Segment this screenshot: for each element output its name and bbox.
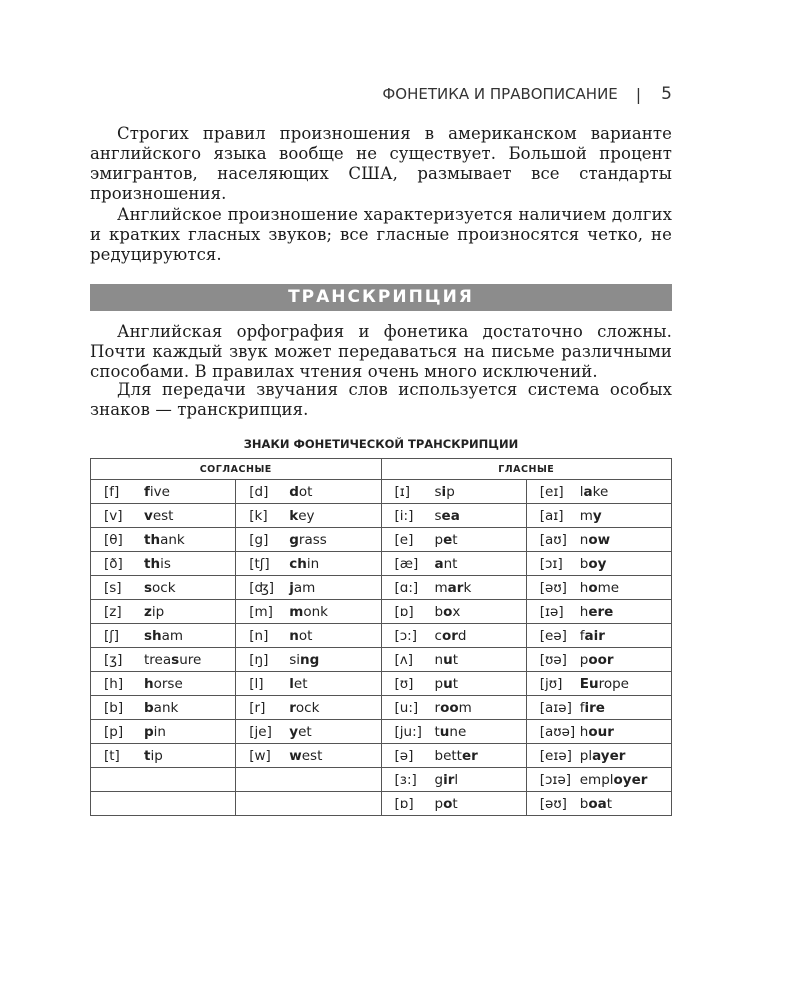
example-word: nut — [434, 651, 458, 668]
transcription-cell — [236, 648, 381, 672]
transcription-cell — [526, 552, 671, 576]
phonetic-symbol: [l] — [249, 675, 264, 692]
transcription-cell — [526, 480, 671, 504]
transcription-cell — [381, 600, 526, 624]
transcription-cell — [381, 720, 526, 744]
phonetic-symbol: [w] — [249, 747, 271, 764]
phonetic-symbol: [jʊ] — [539, 675, 563, 692]
phonetic-symbol: [ʊə] — [539, 651, 567, 668]
transcription-cell — [91, 504, 236, 528]
example-word: sip — [434, 483, 455, 500]
example-word: grass — [289, 531, 327, 548]
example-word: ant — [434, 555, 458, 572]
example-word: Europe — [579, 675, 629, 692]
table-row — [91, 576, 672, 600]
phonetic-symbol: [ɒ] — [394, 795, 414, 812]
phonetic-symbol: [ʃ] — [104, 627, 120, 644]
transcription-cell — [236, 696, 381, 720]
phonetic-symbol: [əʊ] — [539, 579, 567, 596]
example-word: not — [289, 627, 313, 644]
phonetic-symbol: [i:] — [394, 507, 414, 524]
transcription-cell — [381, 744, 526, 768]
transcription-cell — [236, 528, 381, 552]
phonetic-symbol: [s] — [104, 579, 122, 596]
transcription-cell — [526, 528, 671, 552]
phonetic-symbol: [z] — [104, 603, 122, 620]
example-word: lake — [579, 483, 609, 500]
phonetic-symbol: [u:] — [394, 699, 419, 716]
transcription-cell — [526, 792, 671, 816]
table-row — [91, 552, 672, 576]
example-word: better — [434, 747, 478, 764]
transcription-cell — [526, 768, 671, 792]
example-word: home — [579, 579, 620, 596]
example-word: this — [144, 555, 171, 572]
transcription-cell — [526, 600, 671, 624]
example-word: fair — [579, 627, 605, 644]
transcription-cell — [236, 504, 381, 528]
running-header — [90, 84, 672, 104]
table-row — [91, 600, 672, 624]
consonants-header: СОГЛАСНЫЕ — [91, 459, 382, 480]
example-word: thank — [144, 531, 185, 548]
example-word: let — [289, 675, 308, 692]
phonetic-symbol: [ɜ:] — [394, 771, 417, 788]
example-word: horse — [144, 675, 183, 692]
transcription-cell — [236, 792, 381, 816]
transcription-cell — [91, 624, 236, 648]
phonetic-symbol: [d] — [249, 483, 269, 500]
transcription-cell — [381, 528, 526, 552]
phonetic-symbol: [aʊ] — [539, 531, 567, 548]
phonetic-symbol: [ɒ] — [394, 603, 414, 620]
example-word: jam — [289, 579, 316, 596]
example-word: sham — [144, 627, 184, 644]
transcription-cell — [381, 480, 526, 504]
example-word: chin — [289, 555, 320, 572]
example-word: five — [144, 483, 170, 500]
phonetic-symbol: [eɪ] — [539, 483, 564, 500]
phonetic-symbol: [g] — [249, 531, 269, 548]
phonetic-symbol: [ɔɪ] — [539, 555, 563, 572]
example-word: pet — [434, 531, 458, 548]
phonetic-symbol: [v] — [104, 507, 123, 524]
phonetic-symbol: [eə] — [539, 627, 567, 644]
vowels-header: ГЛАСНЫЕ — [381, 459, 672, 480]
example-word: monk — [289, 603, 328, 620]
example-word: girl — [434, 771, 459, 788]
table-row — [91, 480, 672, 504]
phonetic-symbol: [aɪə] — [539, 699, 572, 716]
example-word: dot — [289, 483, 313, 500]
phonetic-symbol: [ə] — [394, 747, 414, 764]
phonetic-symbol: [ju:] — [394, 723, 422, 740]
transcription-cell — [381, 552, 526, 576]
transcription-cell — [381, 648, 526, 672]
example-word: employer — [579, 771, 648, 788]
phonetic-symbol: [f] — [104, 483, 120, 500]
table-row — [91, 528, 672, 552]
table-row — [91, 504, 672, 528]
table-row — [91, 672, 672, 696]
transcription-cell — [381, 672, 526, 696]
transcription-cell — [526, 648, 671, 672]
phonetic-symbol: [ɔɪə] — [539, 771, 572, 788]
transcription-cell — [91, 648, 236, 672]
transcription-cell — [236, 624, 381, 648]
example-word: tune — [434, 723, 467, 740]
section-title: ТРАНСКРИПЦИЯ — [90, 284, 672, 311]
example-word: fire — [579, 699, 605, 716]
phonetic-symbol: [t] — [104, 747, 120, 764]
example-word: boat — [579, 795, 613, 812]
example-word: mark — [434, 579, 472, 596]
phonetic-symbol: [əʊ] — [539, 795, 567, 812]
header-separator: | — [635, 84, 642, 104]
transcription-cell — [91, 720, 236, 744]
phonetic-symbol: [ɔ:] — [394, 627, 417, 644]
example-word: sing — [289, 651, 320, 668]
transcription-cell — [236, 480, 381, 504]
transcription-cell — [236, 768, 381, 792]
transcription-cell — [91, 576, 236, 600]
table-title: ЗНАКИ ФОНЕТИЧЕСКОЙ ТРАНСКРИПЦИИ — [243, 437, 519, 451]
phonetic-symbol: [θ] — [104, 531, 123, 548]
phonetic-symbol: [ŋ] — [249, 651, 269, 668]
phonetic-symbol: [je] — [249, 723, 272, 740]
phonetic-symbol: [ɪ] — [394, 483, 411, 500]
example-word: sea — [434, 507, 460, 524]
section-name: ФОНЕТИКА И ПРАВОПИСАНИЕ — [382, 85, 618, 103]
paragraph-3: Английская орфография и фонетика достаточно сложны. Почти каждый звук может передаваться на письме различными способами. В правилах чтения очень много исключений. — [90, 322, 672, 381]
phonetic-symbol: [m] — [249, 603, 273, 620]
transcription-cell — [91, 768, 236, 792]
table-row — [91, 744, 672, 768]
paragraph-4: Для передачи звучания слов используется система особых знаков — транскрипция. — [90, 380, 672, 419]
example-word: bank — [144, 699, 179, 716]
transcription-cell — [91, 600, 236, 624]
phonetic-symbol: [h] — [104, 675, 124, 692]
example-word: zip — [144, 603, 165, 620]
phonetic-symbol: [ʤ] — [249, 579, 275, 596]
phonetic-symbol: [tʃ] — [249, 555, 270, 572]
phonetic-symbol: [æ] — [394, 555, 419, 572]
transcription-cell — [381, 696, 526, 720]
table-row — [91, 624, 672, 648]
example-word: rock — [289, 699, 320, 716]
example-word: now — [579, 531, 611, 548]
phonetic-symbol: [ʊ] — [394, 675, 414, 692]
example-word: sock — [144, 579, 176, 596]
example-word: put — [434, 675, 458, 692]
phonetic-symbol: [aʊə] — [539, 723, 576, 740]
transcription-cell — [381, 792, 526, 816]
transcription-cell — [526, 720, 671, 744]
transcription-cell — [381, 624, 526, 648]
transcription-cell — [526, 504, 671, 528]
transcription-cell — [526, 624, 671, 648]
table-row — [91, 696, 672, 720]
transcription-cell — [236, 576, 381, 600]
phonetic-symbol: [n] — [249, 627, 269, 644]
phonetic-symbol: [e] — [394, 531, 414, 548]
paragraph-1: Строгих правил произношения в американском варианте английского языка вообще не существует. Большой процент эмигрантов, населяющих США, размывает все стандарты произношения. — [90, 124, 672, 203]
example-word: room — [434, 699, 472, 716]
transcription-cell — [526, 696, 671, 720]
example-word: west — [289, 747, 323, 764]
transcription-cell — [236, 720, 381, 744]
example-word: vest — [144, 507, 174, 524]
transcription-cell — [236, 600, 381, 624]
transcription-cell — [91, 528, 236, 552]
phonetic-symbol: [ʒ] — [104, 651, 123, 668]
phonetic-symbol: [aɪ] — [539, 507, 564, 524]
transcription-cell — [236, 552, 381, 576]
transcription-table — [90, 458, 672, 816]
example-word: box — [434, 603, 461, 620]
phonetic-symbol: [ɑ:] — [394, 579, 419, 596]
example-word: tip — [144, 747, 163, 764]
transcription-cell — [91, 792, 236, 816]
transcription-cell — [91, 744, 236, 768]
example-word: here — [579, 603, 614, 620]
example-word: player — [579, 747, 626, 764]
example-word: pin — [144, 723, 166, 740]
phonetic-symbol: [ɪə] — [539, 603, 564, 620]
table-row — [91, 792, 672, 816]
phonetic-symbol: [b] — [104, 699, 124, 716]
transcription-cell — [381, 768, 526, 792]
example-word: hour — [579, 723, 614, 740]
table-body — [91, 480, 672, 816]
phonetic-symbol: [ð] — [104, 555, 123, 572]
transcription-cell — [381, 504, 526, 528]
example-word: poor — [579, 651, 614, 668]
example-word: yet — [289, 723, 312, 740]
example-word: my — [579, 507, 602, 524]
example-word: key — [289, 507, 315, 524]
transcription-cell — [526, 744, 671, 768]
phonetic-symbol: [eɪə] — [539, 747, 572, 764]
transcription-cell — [91, 672, 236, 696]
transcription-cell — [526, 672, 671, 696]
example-word: treasure — [144, 651, 202, 668]
phonetic-symbol: [p] — [104, 723, 124, 740]
example-word: cord — [434, 627, 467, 644]
transcription-cell — [381, 576, 526, 600]
table-row — [91, 768, 672, 792]
transcription-cell — [91, 696, 236, 720]
paragraph-2: Английское произношение характеризуется наличием долгих и кратких гласных звуков; все гласные произносятся четко, не редуцируются. — [90, 205, 672, 264]
phonetic-symbol: [r] — [249, 699, 266, 716]
table-header-row — [91, 459, 672, 480]
table-row — [91, 720, 672, 744]
phonetic-symbol: [k] — [249, 507, 268, 524]
example-word: boy — [579, 555, 607, 572]
example-word: pot — [434, 795, 458, 812]
table-row — [91, 648, 672, 672]
transcription-cell — [91, 480, 236, 504]
page-number: 5 — [661, 84, 672, 104]
phonetic-symbol: [ʌ] — [394, 651, 414, 668]
transcription-cell — [526, 576, 671, 600]
transcription-cell — [236, 744, 381, 768]
transcription-cell — [236, 672, 381, 696]
transcription-cell — [91, 552, 236, 576]
